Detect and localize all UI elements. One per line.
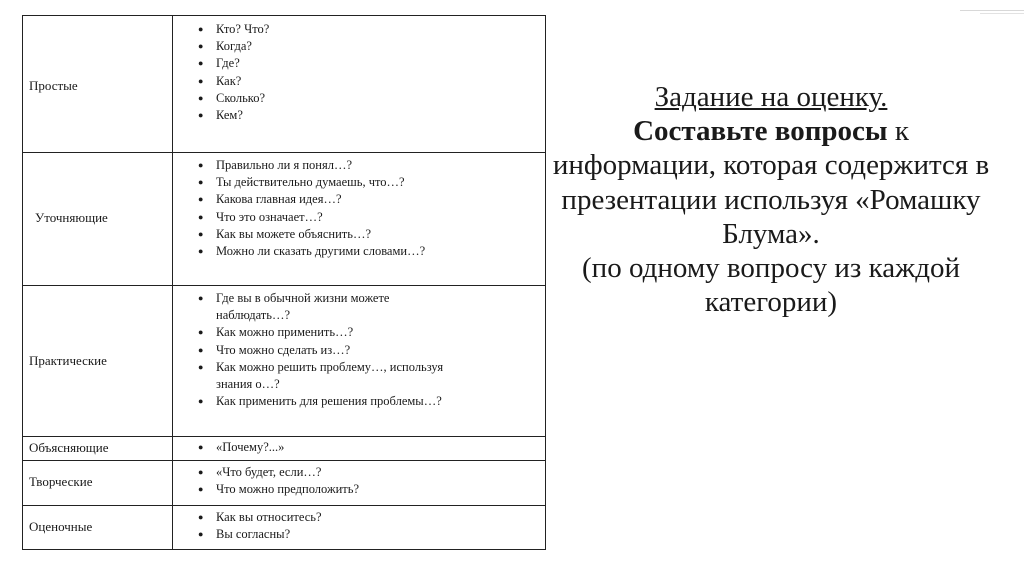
bullet-icon: ●: [198, 344, 204, 355]
bullet-icon: ●: [198, 110, 204, 121]
task-instruction: [548, 114, 994, 251]
category-explanatory: Объясняющие: [29, 440, 109, 455]
list-item: ● «Почему?...»: [198, 439, 284, 456]
decorative-line: [960, 10, 1024, 11]
bullet-icon: ●: [198, 442, 204, 452]
question-list: [198, 439, 284, 456]
decorative-line: [980, 13, 1024, 14]
list-item: ● Сколько?: [198, 90, 269, 107]
table-row: [23, 461, 545, 506]
bullet-icon: ●: [198, 327, 204, 338]
table-row: [23, 437, 545, 461]
list-item-continuation: наблюдать…?: [216, 308, 291, 323]
bullet-icon: ●: [198, 484, 204, 495]
question-list: [198, 290, 443, 410]
list-item: ● Где?: [198, 55, 269, 72]
question-list: [198, 157, 425, 260]
table-row: [23, 286, 545, 437]
task-text: [548, 80, 994, 319]
list-item: ● Как вы можете объяснить…?: [198, 226, 425, 243]
bullet-icon: ●: [198, 228, 204, 239]
bullet-icon: ●: [198, 293, 204, 303]
table-row: [23, 506, 545, 549]
task-note: (по одному вопросу из каждой категории): [582, 252, 960, 319]
question-list: [198, 21, 269, 124]
list-item: ● Кем?: [198, 107, 269, 124]
list-item: ● Какова главная идея…?: [198, 191, 425, 208]
list-item-continuation: знания о…?: [216, 377, 280, 392]
list-item: ● Как можно решить проблему…, используя: [198, 359, 443, 376]
bullet-icon: ●: [198, 211, 204, 222]
bullet-icon: ●: [198, 58, 204, 69]
table-row: [23, 16, 545, 153]
list-item: ● Где вы в обычной жизни можете: [198, 290, 443, 307]
category-practical: Практические: [29, 353, 107, 368]
question-list: [198, 509, 322, 543]
list-item: ● Как можно применить…?: [198, 324, 443, 341]
bullet-icon: ●: [198, 529, 204, 540]
category-clarifying: Уточняющие: [35, 210, 108, 225]
bullet-icon: ●: [198, 246, 204, 257]
category-evaluative: Оценочные: [29, 519, 93, 534]
list-item: ● Что можно сделать из…?: [198, 342, 443, 359]
bullet-icon: ●: [198, 361, 204, 372]
list-item: ● Кто? Что?: [198, 21, 269, 38]
list-item: ● Что можно предположить?: [198, 481, 359, 498]
task-title: Задание на оценку.: [654, 81, 888, 113]
list-item: ● Можно ли сказать другими словами…?: [198, 243, 425, 260]
question-list: [198, 464, 359, 498]
bullet-icon: ●: [198, 75, 204, 86]
list-item: ● Как применить для решения проблемы…?: [198, 393, 443, 410]
list-item: ● Как?: [198, 73, 269, 90]
list-item: ● Правильно ли я понял…?: [198, 157, 425, 174]
task-instruction-bold: Составьте вопросы: [633, 115, 888, 148]
bullet-icon: ●: [198, 41, 204, 52]
list-item: ● Ты действительно думаешь, что…?: [198, 174, 425, 191]
bullet-icon: ●: [198, 467, 204, 477]
list-item: ● «Что будет, если…?: [198, 464, 359, 481]
list-item: ● Когда?: [198, 38, 269, 55]
table-row: [23, 153, 545, 286]
bullet-icon: ●: [198, 194, 204, 205]
bullet-icon: ●: [198, 512, 204, 522]
list-item: ● Вы согласны?: [198, 526, 322, 543]
bullet-icon: ●: [198, 177, 204, 188]
bullet-icon: ●: [198, 160, 204, 170]
bullet-icon: ●: [198, 24, 204, 34]
list-item: ● Что это означает…?: [198, 209, 425, 226]
task-instruction-rest: к информации, которая содержится в презентации используя «Ромашку Блума».: [552, 115, 990, 250]
category-simple: Простые: [29, 78, 78, 93]
question-types-table: [22, 15, 546, 550]
list-item: ● Как вы относитесь?: [198, 509, 322, 526]
category-creative: Творческие: [29, 474, 93, 489]
bullet-icon: ●: [198, 396, 204, 407]
bullet-icon: ●: [198, 92, 204, 103]
